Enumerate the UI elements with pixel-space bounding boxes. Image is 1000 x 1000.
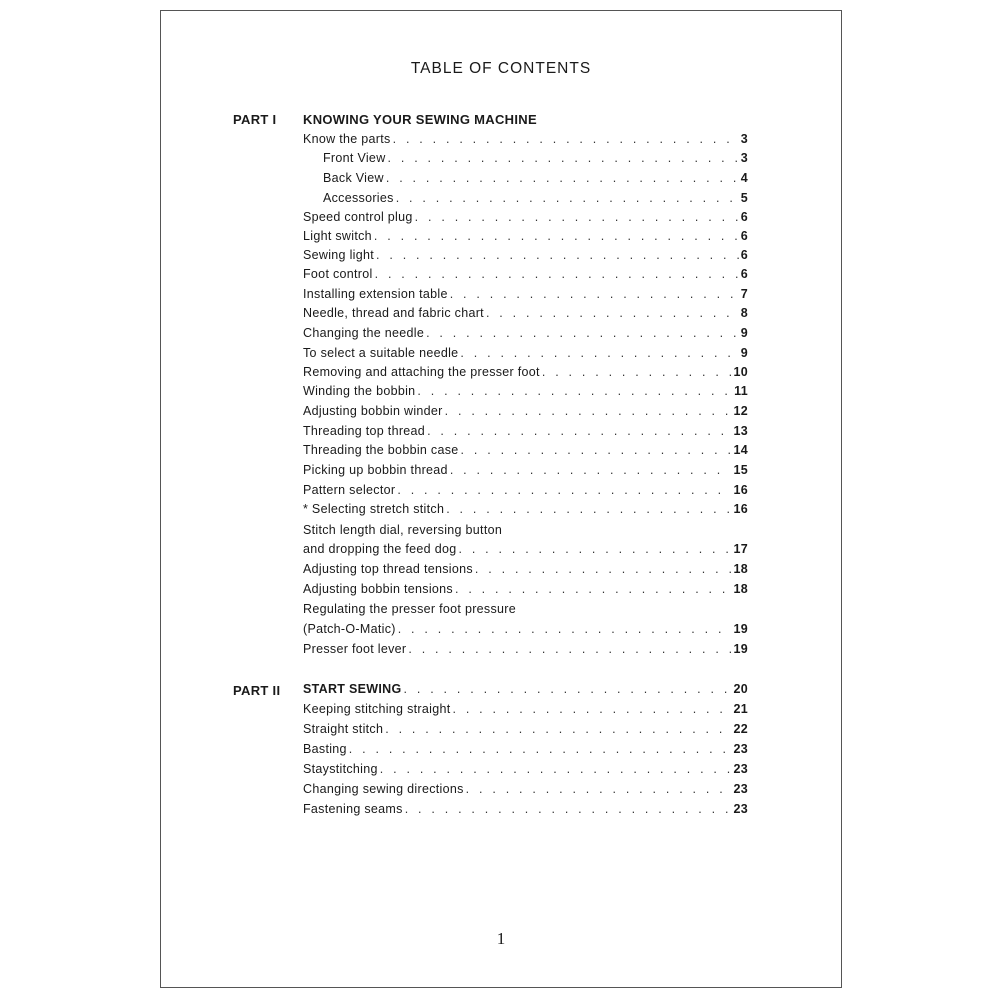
toc-entry[interactable] xyxy=(303,782,748,800)
toc-entry-page: 6 xyxy=(740,210,748,224)
toc-entry-text: To select a suitable needle xyxy=(303,346,459,360)
part-1-title: KNOWING YOUR SEWING MACHINE xyxy=(303,112,537,127)
toc-entry-text[interactable]: Stitch length dial, reversing button xyxy=(303,523,503,537)
part-2-title-text: START SEWING xyxy=(303,682,402,696)
dot-leader xyxy=(374,229,739,243)
dot-leader xyxy=(415,210,739,224)
toc-entry-text: Know the parts xyxy=(303,132,391,146)
dot-leader xyxy=(380,762,732,776)
toc-entry-page: 19 xyxy=(733,622,748,636)
toc-entry[interactable] xyxy=(323,151,748,169)
toc-entry-page: 6 xyxy=(740,229,748,243)
dot-leader xyxy=(455,582,732,596)
toc-entry[interactable] xyxy=(303,483,748,501)
toc-entry-text: Front View xyxy=(323,151,386,165)
dot-leader xyxy=(408,642,731,656)
toc-entry[interactable] xyxy=(303,443,748,461)
dot-leader xyxy=(386,171,739,185)
toc-entry-text: Back View xyxy=(323,171,384,185)
toc-entry-text: Needle, thread and fabric chart xyxy=(303,306,484,320)
dot-leader xyxy=(388,151,739,165)
toc-entry-text: Speed control plug xyxy=(303,210,413,224)
dot-leader xyxy=(461,443,732,457)
toc-entry-text: Adjusting bobbin tensions xyxy=(303,582,453,596)
toc-entry-page: 5 xyxy=(740,191,748,205)
toc-entry-page: 13 xyxy=(733,424,748,438)
toc-entry-page: 6 xyxy=(740,248,748,262)
toc-entry-text: (Patch-O-Matic) xyxy=(303,622,396,636)
part-1-label: PART I xyxy=(233,112,277,127)
page-title: TABLE OF CONTENTS xyxy=(410,60,592,77)
toc-entry-text: Basting xyxy=(303,742,347,756)
toc-entry-text: Pattern selector xyxy=(303,483,396,497)
dot-leader xyxy=(466,782,732,796)
dot-leader xyxy=(446,502,731,516)
toc-entry-page: 9 xyxy=(740,326,748,340)
dot-leader xyxy=(427,424,731,438)
toc-entry-page: 4 xyxy=(740,171,748,185)
toc-entry[interactable] xyxy=(303,404,748,422)
toc-entry[interactable] xyxy=(303,742,748,760)
dot-leader xyxy=(450,287,739,301)
toc-entry[interactable] xyxy=(323,191,748,209)
dot-leader xyxy=(376,248,739,262)
dot-leader xyxy=(542,365,732,379)
toc-entry[interactable] xyxy=(303,562,748,580)
dot-leader xyxy=(396,191,739,205)
toc-entry-text: Threading the bobbin case xyxy=(303,443,459,457)
toc-entry-text: Picking up bobbin thread xyxy=(303,463,448,477)
toc-entry-page: 21 xyxy=(733,702,748,716)
toc-entry[interactable] xyxy=(303,346,748,364)
toc-entry[interactable] xyxy=(303,248,748,266)
toc-entry-text: and dropping the feed dog xyxy=(303,542,457,556)
toc-entry[interactable] xyxy=(303,287,748,305)
toc-entry-page: 16 xyxy=(733,483,748,497)
dot-leader xyxy=(452,702,731,716)
toc-entry[interactable] xyxy=(303,210,748,228)
toc-entry-page: 23 xyxy=(733,742,748,756)
toc-entry-text: Keeping stitching straight xyxy=(303,702,451,716)
toc-entry-page: 23 xyxy=(733,762,748,776)
toc-entry-page: 15 xyxy=(733,463,748,477)
toc-entry[interactable] xyxy=(303,306,748,324)
toc-entry-page: 22 xyxy=(733,722,748,736)
toc-entry-text: Straight stitch xyxy=(303,722,384,736)
toc-entry-text: Sewing light xyxy=(303,248,375,262)
toc-entry[interactable] xyxy=(303,229,748,247)
toc-entry-page: 20 xyxy=(733,682,748,696)
dot-leader xyxy=(375,267,739,281)
toc-entry[interactable] xyxy=(323,171,748,189)
toc-entry-page: 6 xyxy=(740,267,748,281)
toc-entry-text: Accessories xyxy=(323,191,394,205)
toc-entry-page: 17 xyxy=(733,542,748,556)
dot-leader xyxy=(445,404,732,418)
toc-entry[interactable] xyxy=(303,384,748,402)
dot-leader xyxy=(460,346,738,360)
dot-leader xyxy=(426,326,739,340)
part-2-title[interactable] xyxy=(303,682,748,700)
toc-entry[interactable] xyxy=(303,622,748,640)
toc-entry-text: Changing sewing directions xyxy=(303,782,464,796)
toc-entry[interactable] xyxy=(303,502,748,520)
dot-leader xyxy=(458,542,731,556)
toc-entry-page: 19 xyxy=(733,642,748,656)
toc-entry-text: Presser foot lever xyxy=(303,642,407,656)
dot-leader xyxy=(475,562,732,576)
toc-entry-text[interactable]: Regulating the presser foot pressure xyxy=(303,602,516,616)
dot-leader xyxy=(398,622,732,636)
toc-entry[interactable] xyxy=(303,365,748,383)
toc-entry-text: * Selecting stretch stitch xyxy=(303,502,445,516)
toc-entry-text: Installing extension table xyxy=(303,287,448,301)
toc-entry[interactable] xyxy=(303,424,748,442)
toc-entry[interactable] xyxy=(303,326,748,344)
part-2-label: PART II xyxy=(233,683,281,698)
toc-entry[interactable] xyxy=(303,542,748,560)
dot-leader xyxy=(404,682,732,696)
toc-entry-page: 18 xyxy=(733,582,748,596)
toc-entry-text: Fastening seams xyxy=(303,802,403,816)
toc-entry-page: 8 xyxy=(740,306,748,320)
toc-entry[interactable] xyxy=(303,582,748,600)
toc-entry[interactable] xyxy=(303,267,748,285)
page-number: 1 xyxy=(496,929,506,948)
toc-entry-text: Light switch xyxy=(303,229,372,243)
toc-entry[interactable] xyxy=(303,802,748,820)
toc-entry-page: 11 xyxy=(734,384,748,398)
toc-entry-page: 3 xyxy=(740,151,748,165)
toc-entry-page: 9 xyxy=(740,346,748,360)
dot-leader xyxy=(385,722,731,736)
dot-leader xyxy=(349,742,732,756)
toc-entry-page: 23 xyxy=(733,802,748,816)
toc-entry[interactable] xyxy=(303,722,748,740)
toc-entry[interactable] xyxy=(303,132,748,150)
toc-entry-page: 18 xyxy=(733,562,748,576)
toc-entry-text: Adjusting bobbin winder xyxy=(303,404,443,418)
toc-entry-text: Adjusting top thread tensions xyxy=(303,562,473,576)
toc-entry-page: 12 xyxy=(733,404,748,418)
dot-leader xyxy=(486,306,739,320)
toc-entry-text: Changing the needle xyxy=(303,326,425,340)
toc-entry-text: Threading top thread xyxy=(303,424,426,438)
dot-leader xyxy=(405,802,732,816)
toc-entry-page: 23 xyxy=(733,782,748,796)
dot-leader xyxy=(417,384,732,398)
dot-leader xyxy=(450,463,732,477)
toc-entry-text: Foot control xyxy=(303,267,373,281)
toc-entry-text: Winding the bobbin xyxy=(303,384,416,398)
toc-entry[interactable] xyxy=(303,762,748,780)
toc-entry-page: 10 xyxy=(733,365,748,379)
document-page xyxy=(160,10,842,988)
toc-entry-page: 14 xyxy=(733,443,748,457)
dot-leader xyxy=(393,132,739,146)
toc-entry-page: 7 xyxy=(740,287,748,301)
toc-entry-text: Removing and attaching the presser foot xyxy=(303,365,540,379)
dot-leader xyxy=(397,483,731,497)
toc-entry[interactable] xyxy=(303,463,748,481)
toc-entry-text: Staystitching xyxy=(303,762,378,776)
toc-entry-page: 3 xyxy=(740,132,748,146)
toc-entry[interactable] xyxy=(303,642,748,660)
toc-entry[interactable] xyxy=(303,702,748,720)
toc-entry-page: 16 xyxy=(733,502,748,516)
